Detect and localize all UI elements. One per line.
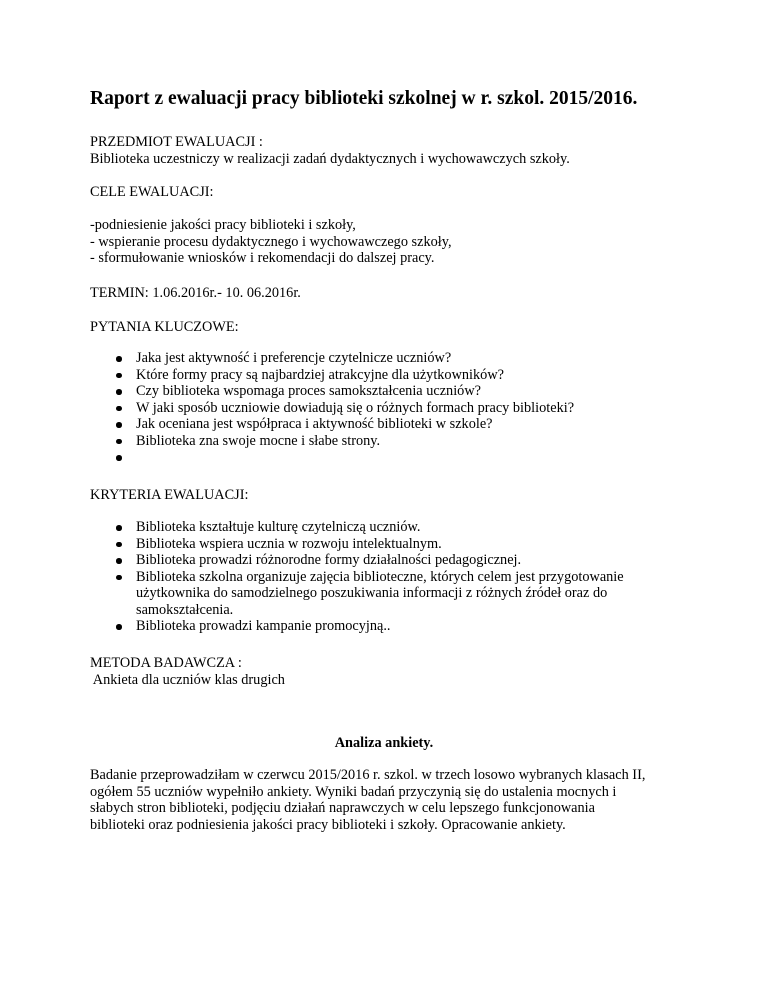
bullet-icon — [116, 422, 122, 428]
przedmiot-heading: PRZEDMIOT EWALUACJI : — [90, 134, 263, 150]
pytania-heading: PYTANIA KLUCZOWE: — [90, 319, 239, 335]
bullet-icon — [116, 373, 122, 379]
bullet-icon — [116, 406, 122, 412]
list-item: Jaka jest aktywność i preferencje czytelnicze uczniów? — [90, 350, 690, 367]
cele-list — [90, 217, 690, 267]
list-item: Jak oceniana jest współpraca i aktywność biblioteki w szkole? — [90, 416, 690, 433]
cele-heading: CELE EWALUACJI: — [90, 184, 214, 200]
list-item: Biblioteka kształtuje kulturę czytelniczą uczniów. — [90, 519, 690, 536]
analiza-paragraph: Badanie przeprowadziłam w czerwcu 2015/2016 r. szkol. w trzech losowo wybranych klasach II, ogółem 55 uczniów wypełniło ankiety. Wyniki badań przyczynią się do ustalenia mocnych i słabych stron biblioteki, podjęciu działań naprawczych w celu lepszego funkcjonowania biblioteki oraz podniesienia jakości pracy biblioteki i szkoły. Opracowanie ankiety. — [90, 767, 646, 833]
kryteria-heading: KRYTERIA EWALUACJI: — [90, 487, 249, 503]
section-metoda — [90, 655, 690, 688]
bullet-icon — [116, 389, 122, 395]
document-title: Raport z ewaluacji pracy biblioteki szkolnej w r. szkol. 2015/2016. — [90, 88, 638, 109]
bullet-icon — [116, 439, 122, 445]
bullet-icon — [116, 575, 122, 581]
pytania-list — [90, 350, 690, 466]
bullet-icon — [116, 558, 122, 564]
termin-text: TERMIN: 1.06.2016r.- 10. 06.2016r. — [90, 285, 301, 301]
list-item: Biblioteka prowadzi różnorodne formy działalności pedagogicznej. — [90, 552, 690, 569]
list-item: Biblioteka prowadzi kampanie promocyjną.. — [90, 618, 690, 635]
section-pytania — [90, 319, 690, 336]
list-item: Biblioteka zna swoje mocne i słabe strony. — [90, 433, 690, 450]
kryteria-list — [90, 519, 690, 635]
przedmiot-text: Biblioteka uczestniczy w realizacji zadań dydaktycznych i wychowawczych szkoły. — [90, 150, 570, 167]
bullet-icon — [116, 525, 122, 531]
section-termin — [90, 285, 690, 302]
bullet-icon — [116, 455, 122, 461]
list-item-empty — [90, 449, 690, 466]
section-cele — [90, 184, 690, 201]
bullet-icon — [116, 624, 122, 630]
section-kryteria — [90, 487, 690, 504]
metoda-text: Ankieta dla uczniów klas drugich — [90, 671, 285, 688]
list-item: Czy biblioteka wspomaga proces samokształcenia uczniów? — [90, 383, 690, 400]
bullet-icon — [116, 542, 122, 548]
analiza-heading: Analiza ankiety. — [334, 735, 434, 751]
list-item: Biblioteka szkolna organizuje zajęcia biblioteczne, których celem jest przygotowanie użytkownika do samodzielnego poszukiwania informacji z różnych źródeł oraz do samokształcenia. — [90, 569, 690, 619]
list-item: W jaki sposób uczniowie dowiadują się o różnych formach pracy biblioteki? — [90, 400, 690, 417]
cele-item: -podniesienie jakości pracy biblioteki i szkoły, — [90, 217, 356, 233]
cele-item: - sformułowanie wniosków i rekomendacji do dalszej pracy. — [90, 250, 435, 266]
bullet-icon — [116, 356, 122, 362]
cele-item: - wspieranie procesu dydaktycznego i wychowawczego szkoły, — [90, 233, 452, 250]
section-analiza — [90, 767, 690, 833]
list-item: Biblioteka wspiera ucznia w rozwoju intelektualnym. — [90, 536, 690, 553]
metoda-heading: METODA BADAWCZA : — [90, 655, 242, 671]
section-przedmiot — [90, 134, 690, 167]
list-item: Które formy pracy są najbardziej atrakcyjne dla użytkowników? — [90, 367, 690, 384]
